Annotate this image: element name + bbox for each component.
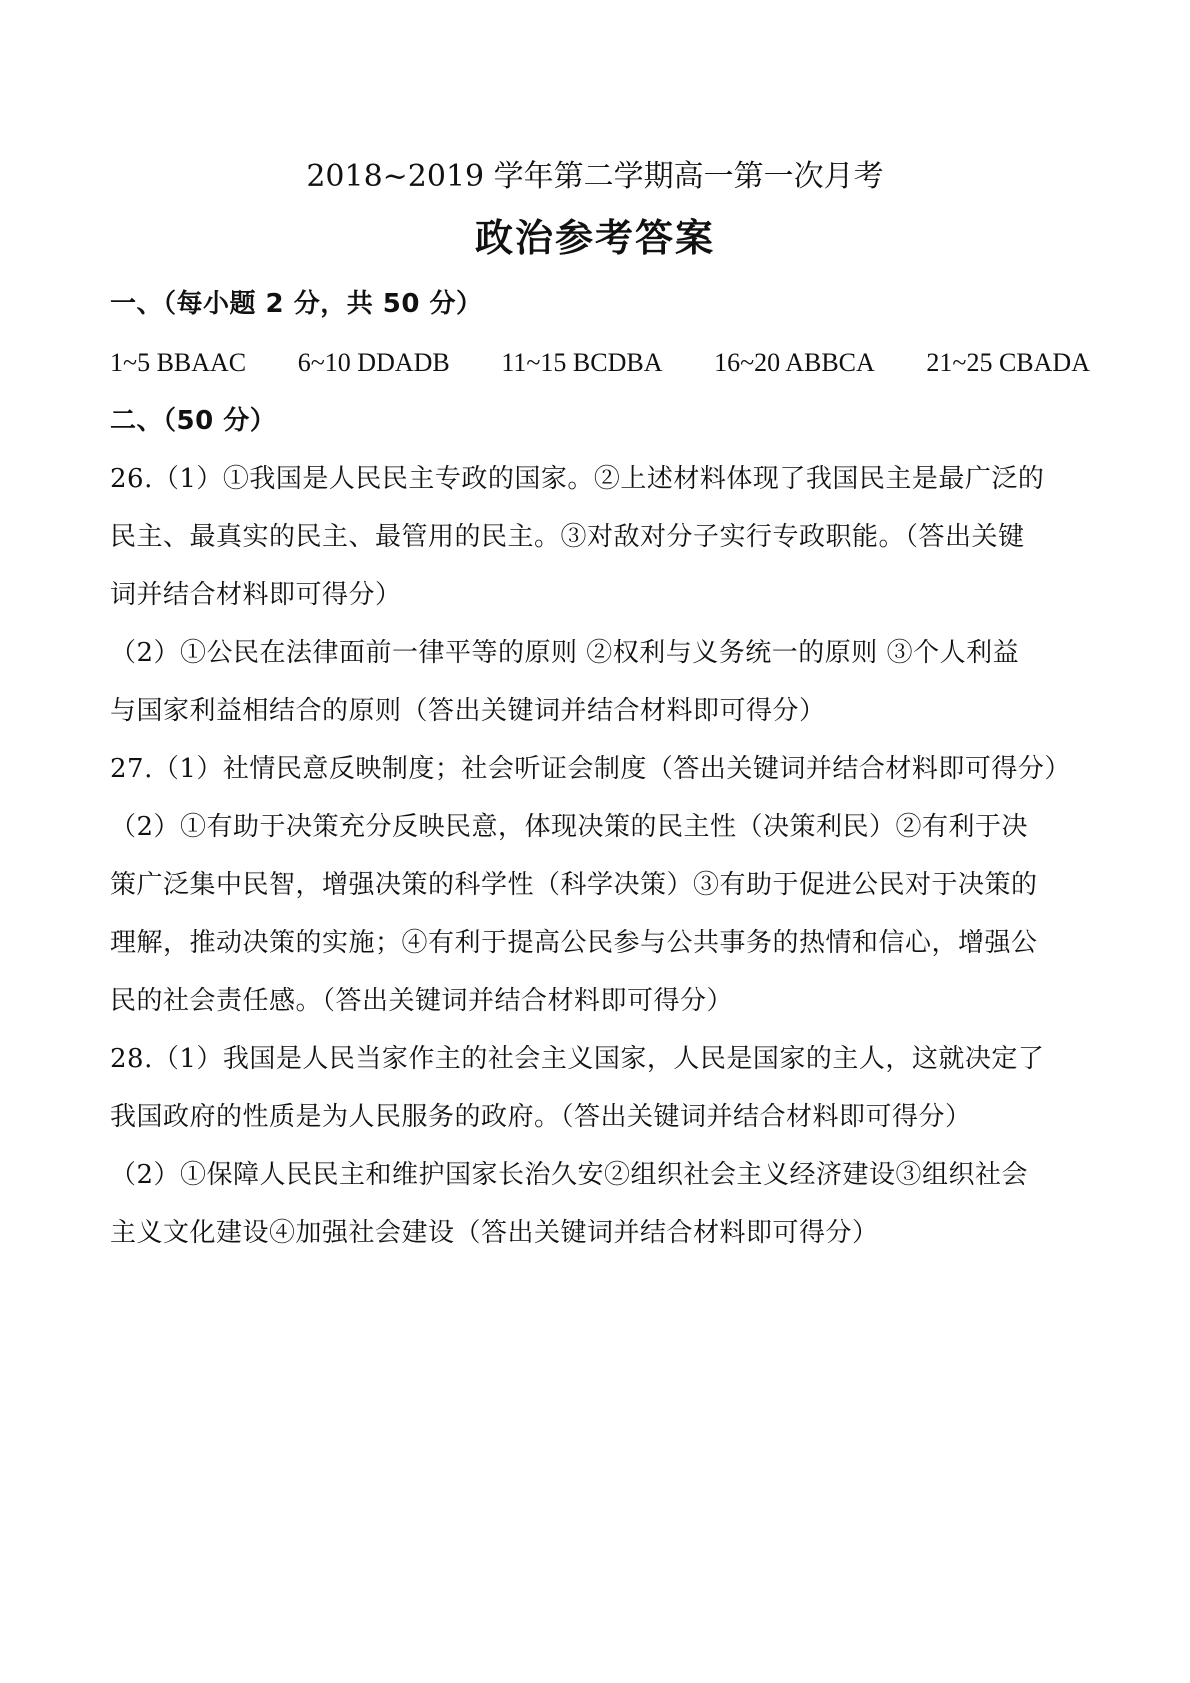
answer-text-line: （2）①保障人民民主和维护国家长治久安②组织社会主义经济建设③组织社会 (110, 1160, 1029, 1190)
answer-group: 1~5 BBAAC (110, 348, 247, 377)
answer-text-line: 民的社会责任感。（答出关键词并结合材料即可得分） (110, 986, 734, 1016)
document-subtitle: 政治参考答案 (474, 216, 715, 260)
answer-text-line: 民主、最真实的民主、最管用的民主。③对敌对分子实行专政职能。（答出关键 (110, 522, 1025, 552)
section-1-heading: 一、（每小题 2 分，共 50 分） (110, 289, 483, 319)
answer-group: 21~25 CBADA (926, 348, 1090, 377)
answer-group: 16~20 ABBCA (714, 348, 875, 377)
answer-text-line: 我国政府的性质是为人民服务的政府。（答出关键词并结合材料即可得分） (110, 1102, 972, 1132)
answer-group: 11~15 BCDBA (501, 348, 663, 377)
section-2-heading: 二、（50 分） (110, 406, 277, 436)
answer-text-line: 策广泛集中民智，增强决策的科学性（科学决策）③有助于促进公民对于决策的 (110, 870, 1038, 900)
answer-text-line: 主义文化建设④加强社会建设（答出关键词并结合材料即可得分） (110, 1218, 879, 1248)
answer-text-line: （2）①公民在法律面前一律平等的原则 ②权利与义务统一的原则 ③个人利益 (110, 638, 1020, 668)
answer-text-line: 28.（1）我国是人民当家作主的社会主义国家，人民是国家的主人，这就决定了 (110, 1044, 1045, 1074)
answer-text-line: （2）①有助于决策充分反映民意，体现决策的民主性（决策利民）②有利于决 (110, 812, 1029, 842)
multiple-choice-answers (110, 346, 1090, 380)
answer-text-line: 理解，推动决策的实施；④有利于提高公民参与公共事务的热情和信心，增强公 (110, 928, 1038, 958)
answer-text-line: 27.（1）社情民意反映制度；社会听证会制度（答出关键词并结合材料即可得分） (110, 754, 1071, 784)
answer-text-line: 与国家利益相结合的原则（答出关键词并结合材料即可得分） (110, 696, 826, 726)
document-title: 2018~2019 学年第二学期高一第一次月考 (306, 159, 884, 194)
answer-text-line: 词并结合材料即可得分） (110, 580, 402, 610)
answer-group: 6~10 DDADB (297, 348, 450, 377)
answer-text-line: 26.（1）①我国是人民民主专政的国家。②上述材料体现了我国民主是最广泛的 (110, 464, 1045, 494)
